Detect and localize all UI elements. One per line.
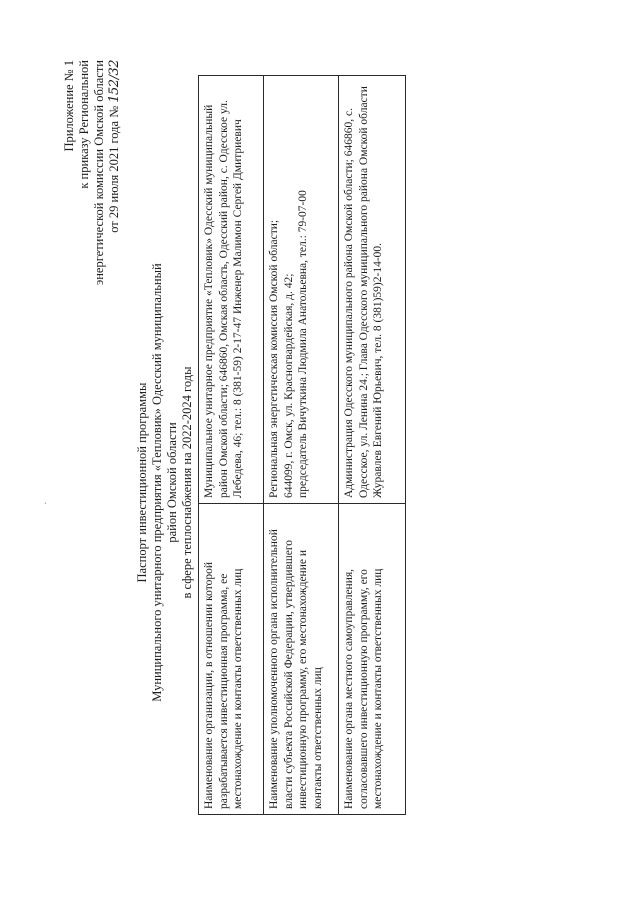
row-label: Наименование органа местного самоуправления, согласовавшего инвестиционную программу, его местонахождение и контакты ответственных лиц [339,504,406,815]
table-row [339,76,406,815]
appendix-line-4 [107,60,122,360]
appendix-line-3: энергетической комиссии Омской области [92,60,106,286]
row-label: Наименование уполномоченного органа исполнительной власти субъекта Российской Федерации, утвердившего инвестиционную программу, его местонахождение и контакты ответственных лиц [264,504,339,815]
row-value: Муниципальное унитарное предприятие «Тепловик» Одесский муниципальный район Омской области; 646860, Омская область, Одесский район, с. Одесское ул. Лебедева, 46; тел.: 8 (381-59) 2-17-47 Инженер Малимон Сергей Дмитриевич [199,76,264,504]
table-row [264,76,339,815]
row-label: Наименование организации, в отношении которой разрабатывается инвестиционная программа, ее местонахождение и контакты ответственных лиц [199,504,264,815]
order-number-handwritten: 152/32 [107,60,122,103]
appendix-header [62,60,122,360]
title-line-3: в сфере теплоснабжения на 2022-2024 годы [180,366,194,599]
title-line-1: Паспорт инвестиционной программы [135,382,149,583]
title-line-2: Муниципального унитарного предприятия «Тепловик» Одесский муниципальный район Омской области [150,263,179,702]
appendix-date: от 29 июля 2021 года № [107,105,121,233]
value-line: председатель Вичуткина Людмила Анатольевна, тел.: 79-07-00 [297,190,309,498]
passport-table [198,75,406,815]
value-line: Региональная энергетическая комиссия Омской области; [268,219,280,498]
table-row [199,76,264,815]
appendix-line-2: к приказу Региональной [77,60,91,189]
row-value: Администрация Одесского муниципального района Омской области; 646860, с. Одесское, ул. Ленина 24.; Глава Одесского муниципального района Омской области Журавлев Евгений Юрьевич, тел. 8 (381)59)2-14-00. [339,76,406,504]
scan-speck: · [40,501,52,505]
passport-title [135,260,195,705]
appendix-line-1: Приложение № 1 [62,60,76,152]
row-value [264,76,339,504]
value-line: 644099, г. Омск, ул. Красногвардейская, д. 42; [282,273,295,498]
